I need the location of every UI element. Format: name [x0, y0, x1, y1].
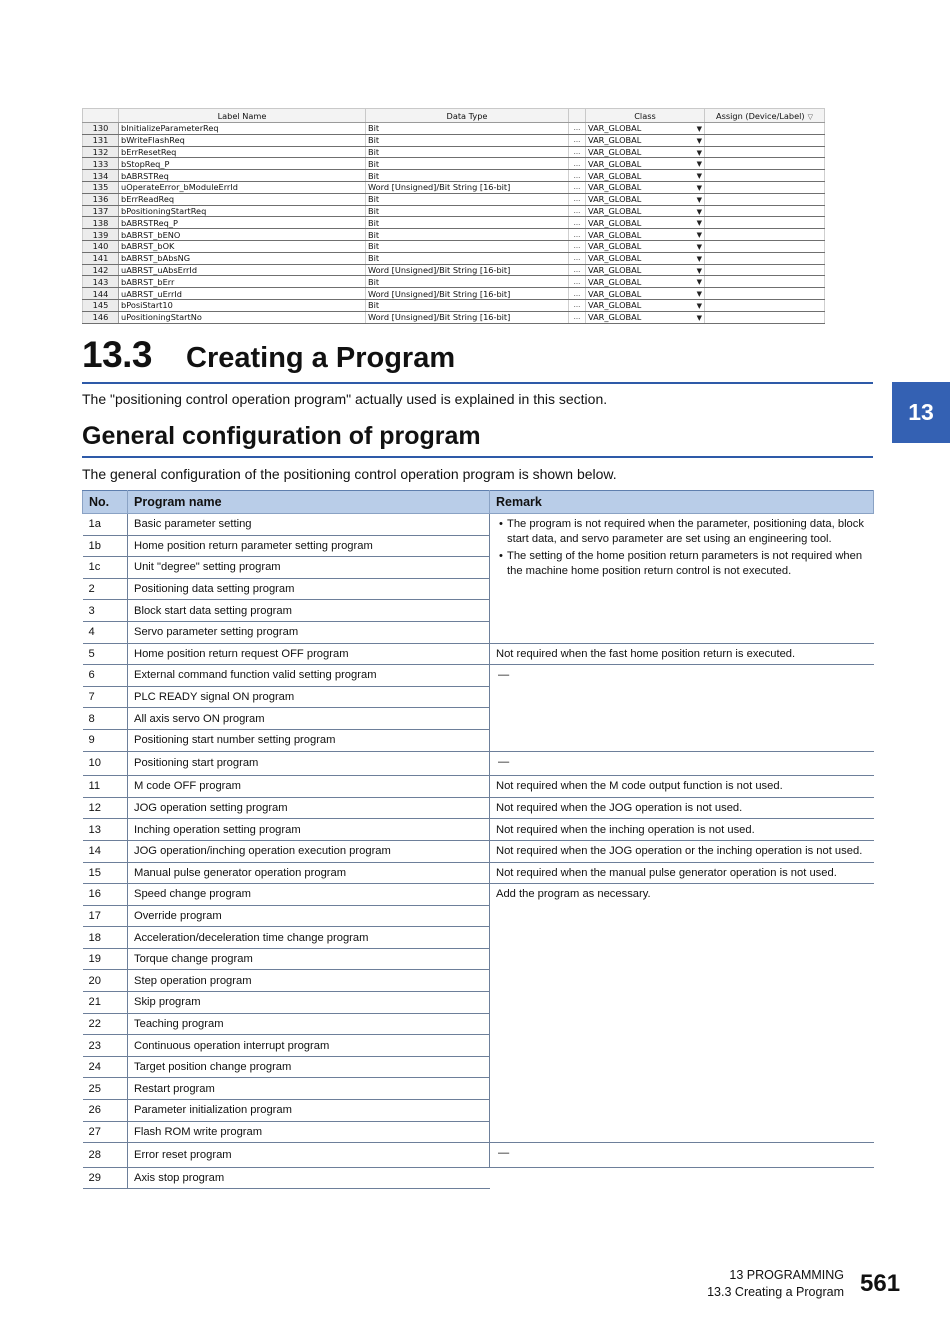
- label-row[interactable]: [83, 158, 825, 170]
- label-row[interactable]: [83, 252, 825, 264]
- program-no: 20: [83, 970, 128, 992]
- class-dropdown-icon[interactable]: ▼: [696, 160, 702, 169]
- section-intro: The "positioning control operation program" actually used is explained in this section.: [82, 391, 608, 407]
- program-remark: [490, 751, 874, 776]
- label-name-cell[interactable]: bABRST_bENO: [119, 229, 366, 241]
- row-number: 141: [83, 252, 119, 264]
- program-name: Axis stop program: [128, 1167, 490, 1189]
- data-type-cell[interactable]: Bit: [366, 276, 569, 288]
- program-name: Error reset program: [128, 1143, 490, 1168]
- label-row[interactable]: [83, 123, 825, 135]
- label-name-cell[interactable]: bABRST_bErr: [119, 276, 366, 288]
- label-row[interactable]: [83, 229, 825, 241]
- data-type-cell[interactable]: Word [Unsigned]/Bit String [16-bit]: [366, 181, 569, 193]
- program-no: 18: [83, 927, 128, 949]
- label-name-cell[interactable]: bStopReq_P: [119, 158, 366, 170]
- label-name-header[interactable]: Label Name: [119, 109, 366, 123]
- class-value: VAR_GLOBAL: [588, 276, 642, 287]
- label-name-cell[interactable]: uABRST_uAbsErrId: [119, 264, 366, 276]
- assign-cell[interactable]: [705, 240, 825, 252]
- class-value: VAR_GLOBAL: [588, 217, 642, 228]
- label-grid-body: [83, 123, 825, 324]
- program-row: [83, 884, 874, 906]
- data-type-cell[interactable]: Bit: [366, 217, 569, 229]
- class-dropdown-icon[interactable]: ▼: [696, 254, 702, 263]
- label-row[interactable]: [83, 276, 825, 288]
- program-no: 13: [83, 819, 128, 841]
- class-dropdown-icon[interactable]: ▼: [696, 231, 702, 240]
- program-name: Skip program: [128, 992, 490, 1014]
- class-cell[interactable]: [586, 288, 705, 300]
- class-value: VAR_GLOBAL: [588, 288, 642, 299]
- program-row: [83, 862, 874, 884]
- row-number: 131: [83, 134, 119, 146]
- label-name-cell[interactable]: bErrResetReq: [119, 146, 366, 158]
- program-no: 4: [83, 621, 128, 643]
- program-no: 17: [83, 905, 128, 927]
- class-value: VAR_GLOBAL: [588, 312, 642, 323]
- program-name: M code OFF program: [128, 776, 490, 798]
- program-name: Target position change program: [128, 1056, 490, 1078]
- label-name-cell[interactable]: bABRST_bOK: [119, 240, 366, 252]
- label-row[interactable]: [83, 311, 825, 323]
- assign-cell[interactable]: [705, 158, 825, 170]
- data-type-cell[interactable]: Bit: [366, 170, 569, 182]
- class-dropdown-icon[interactable]: ▼: [696, 242, 702, 251]
- program-row: [83, 819, 874, 841]
- class-cell[interactable]: [586, 123, 705, 135]
- data-type-browse-button[interactable]: ...: [569, 123, 586, 135]
- footer-chapter: 13 PROGRAMMING: [729, 1268, 844, 1282]
- data-type-cell[interactable]: Bit: [366, 158, 569, 170]
- program-remark: Add the program as necessary.: [490, 884, 874, 1143]
- program-no: 8: [83, 708, 128, 730]
- program-no: 12: [83, 797, 128, 819]
- row-number: 146: [83, 311, 119, 323]
- class-dropdown-icon[interactable]: ▼: [696, 278, 702, 287]
- row-number: 132: [83, 146, 119, 158]
- assign-cell[interactable]: [705, 288, 825, 300]
- program-table-body: [83, 514, 874, 1189]
- data-type-cell[interactable]: Bit: [366, 134, 569, 146]
- remark-list: [496, 517, 868, 580]
- program-no: 14: [83, 840, 128, 862]
- program-no: 7: [83, 686, 128, 708]
- program-name: Teaching program: [128, 1013, 490, 1035]
- label-row[interactable]: [83, 205, 825, 217]
- program-no: 19: [83, 948, 128, 970]
- program-name: All axis servo ON program: [128, 708, 490, 730]
- program-name: Positioning data setting program: [128, 578, 490, 600]
- row-number: 133: [83, 158, 119, 170]
- program-name: Continuous operation interrupt program: [128, 1035, 490, 1057]
- assign-cell[interactable]: [705, 123, 825, 135]
- label-row[interactable]: [83, 217, 825, 229]
- label-row[interactable]: [83, 240, 825, 252]
- program-name: Step operation program: [128, 970, 490, 992]
- class-value: VAR_GLOBAL: [588, 194, 642, 205]
- program-row: [83, 665, 874, 687]
- data-type-browse-button[interactable]: ...: [569, 252, 586, 264]
- class-dropdown-icon[interactable]: ▼: [696, 313, 702, 322]
- program-name: PLC READY signal ON program: [128, 686, 490, 708]
- class-dropdown-icon[interactable]: ▼: [696, 136, 702, 145]
- data-type-browse-button[interactable]: ...: [569, 217, 586, 229]
- assign-cell[interactable]: [705, 134, 825, 146]
- data-type-cell[interactable]: Word [Unsigned]/Bit String [16-bit]: [366, 288, 569, 300]
- program-name: Inching operation setting program: [128, 819, 490, 841]
- program-no: 2: [83, 578, 128, 600]
- program-name: Basic parameter setting: [128, 514, 490, 536]
- section-number: 13.3: [82, 334, 153, 375]
- remark-bullet: • The program is not required when the parameter, positioning data, block start data, and servo parameter are set using an engineering tool.: [496, 517, 868, 548]
- label-name-cell[interactable]: bInitializeParameterReq: [119, 123, 366, 135]
- program-name: Restart program: [128, 1078, 490, 1100]
- program-name-header: Program name: [128, 491, 490, 514]
- program-no: 9: [83, 729, 128, 751]
- class-dropdown-icon[interactable]: ▼: [696, 219, 702, 228]
- data-type-browse-button[interactable]: ...: [569, 288, 586, 300]
- class-value: VAR_GLOBAL: [588, 253, 642, 264]
- class-cell[interactable]: [586, 134, 705, 146]
- program-remark: Not required when the fast home position return is executed.: [490, 643, 874, 665]
- program-remark: [490, 665, 874, 751]
- program-name: Manual pulse generator operation program: [128, 862, 490, 884]
- page-number: 561: [860, 1270, 901, 1297]
- program-row: [83, 643, 874, 665]
- assign-cell[interactable]: [705, 229, 825, 241]
- data-type-browse-button[interactable]: ...: [569, 158, 586, 170]
- row-number: 143: [83, 276, 119, 288]
- label-row[interactable]: [83, 181, 825, 193]
- label-name-cell[interactable]: bPosiStart10: [119, 299, 366, 311]
- data-type-browse-button[interactable]: ...: [569, 229, 586, 241]
- program-no: 11: [83, 776, 128, 798]
- assign-cell[interactable]: [705, 146, 825, 158]
- program-name: Home position return request OFF program: [128, 643, 490, 665]
- label-name-cell[interactable]: bWriteFlashReq: [119, 134, 366, 146]
- label-name-cell[interactable]: uOperateError_bModuleErrId: [119, 181, 366, 193]
- row-number: 139: [83, 229, 119, 241]
- row-number: 145: [83, 299, 119, 311]
- label-name-cell[interactable]: bPositioningStartReq: [119, 205, 366, 217]
- program-remark: Not required when the inching operation is not used.: [490, 819, 874, 841]
- program-table-header: [83, 491, 874, 514]
- program-table: [82, 490, 874, 1189]
- class-dropdown-icon[interactable]: ▼: [696, 301, 702, 310]
- label-name-cell[interactable]: bABRST_bAbsNG: [119, 252, 366, 264]
- button-column-header: [569, 109, 586, 123]
- program-name: Servo parameter setting program: [128, 621, 490, 643]
- label-name-cell[interactable]: uABRST_uErrId: [119, 288, 366, 300]
- program-name: Positioning start number setting program: [128, 729, 490, 751]
- label-grid-header: [83, 109, 825, 123]
- section-title: Creating a Program: [186, 342, 456, 374]
- class-cell[interactable]: [586, 205, 705, 217]
- class-value: VAR_GLOBAL: [588, 146, 642, 157]
- data-type-browse-button[interactable]: ...: [569, 134, 586, 146]
- class-dropdown-icon[interactable]: ▼: [696, 207, 702, 216]
- row-number: 137: [83, 205, 119, 217]
- data-type-cell[interactable]: Bit: [366, 240, 569, 252]
- class-value: VAR_GLOBAL: [588, 300, 642, 311]
- label-name-cell[interactable]: bErrReadReq: [119, 193, 366, 205]
- label-row[interactable]: [83, 170, 825, 182]
- program-remark: Not required when the JOG operation or the inching operation is not used.: [490, 840, 874, 862]
- program-no: 16: [83, 884, 128, 906]
- class-value: VAR_GLOBAL: [588, 135, 642, 146]
- program-no: 24: [83, 1056, 128, 1078]
- assign-cell[interactable]: [705, 311, 825, 323]
- data-type-browse-button[interactable]: ...: [569, 170, 586, 182]
- program-no: 23: [83, 1035, 128, 1057]
- class-dropdown-icon[interactable]: ▼: [696, 172, 702, 181]
- data-type-cell[interactable]: Bit: [366, 205, 569, 217]
- assign-header[interactable]: [705, 109, 825, 123]
- program-remark: [490, 514, 874, 644]
- row-number: 144: [83, 288, 119, 300]
- label-row[interactable]: [83, 299, 825, 311]
- data-type-browse-button[interactable]: ...: [569, 181, 586, 193]
- class-dropdown-icon[interactable]: ▼: [696, 148, 702, 157]
- program-name: Parameter initialization program: [128, 1100, 490, 1122]
- no-header: No.: [83, 491, 128, 514]
- program-no: 28: [83, 1143, 128, 1168]
- assign-cell[interactable]: [705, 264, 825, 276]
- class-dropdown-icon[interactable]: ▼: [696, 195, 702, 204]
- class-cell[interactable]: [586, 193, 705, 205]
- row-number: 134: [83, 170, 119, 182]
- row-number-header: [83, 109, 119, 123]
- subsection-intro: The general configuration of the positioning control operation program is shown below.: [82, 466, 617, 482]
- row-number: 135: [83, 181, 119, 193]
- program-remark: Not required when the M code output function is not used.: [490, 776, 874, 798]
- label-name-cell[interactable]: bABRSTReq: [119, 170, 366, 182]
- program-no: 5: [83, 643, 128, 665]
- row-number: 136: [83, 193, 119, 205]
- class-value: VAR_GLOBAL: [588, 182, 642, 193]
- remark-bullet: • The setting of the home position return parameters is not required when the machine home position return control is not executed.: [496, 549, 868, 580]
- program-name: JOG operation/inching operation execution program: [128, 840, 490, 862]
- class-dropdown-icon[interactable]: ▼: [696, 183, 702, 192]
- assign-cell[interactable]: [705, 181, 825, 193]
- class-cell[interactable]: [586, 311, 705, 323]
- chapter-tab[interactable]: 13: [892, 382, 950, 443]
- program-name: Override program: [128, 905, 490, 927]
- program-no: 15: [83, 862, 128, 884]
- program-remark: Not required when the JOG operation is not used.: [490, 797, 874, 819]
- label-row[interactable]: [83, 134, 825, 146]
- program-row: [83, 840, 874, 862]
- data-type-browse-button[interactable]: ...: [569, 299, 586, 311]
- data-type-browse-button[interactable]: ...: [569, 205, 586, 217]
- label-name-cell[interactable]: uPositioningStartNo: [119, 311, 366, 323]
- program-name: JOG operation setting program: [128, 797, 490, 819]
- program-row: [83, 1143, 874, 1168]
- label-row[interactable]: [83, 193, 825, 205]
- running-footer: [707, 1267, 844, 1301]
- class-cell[interactable]: [586, 252, 705, 264]
- assign-cell[interactable]: [705, 276, 825, 288]
- remark-dash: —: [498, 1147, 510, 1160]
- label-name-cell[interactable]: bABRSTReq_P: [119, 217, 366, 229]
- program-no: 27: [83, 1121, 128, 1143]
- class-cell[interactable]: [586, 146, 705, 158]
- assign-cell[interactable]: [705, 205, 825, 217]
- program-name: Speed change program: [128, 884, 490, 906]
- class-value: VAR_GLOBAL: [588, 158, 642, 169]
- data-type-browse-button[interactable]: ...: [569, 276, 586, 288]
- data-type-cell[interactable]: Bit: [366, 123, 569, 135]
- class-cell[interactable]: [586, 264, 705, 276]
- filter-icon[interactable]: ▽: [807, 112, 814, 121]
- class-dropdown-icon[interactable]: ▼: [696, 290, 702, 299]
- data-type-browse-button[interactable]: ...: [569, 193, 586, 205]
- assign-cell[interactable]: [705, 252, 825, 264]
- program-name: External command function valid setting program: [128, 665, 490, 687]
- program-no: 25: [83, 1078, 128, 1100]
- program-name: Positioning start program: [128, 751, 490, 776]
- class-value: VAR_GLOBAL: [588, 205, 642, 216]
- footer-section: 13.3 Creating a Program: [707, 1284, 844, 1299]
- program-name: Torque change program: [128, 948, 490, 970]
- program-no: 1b: [83, 535, 128, 557]
- program-no: 1a: [83, 514, 128, 536]
- class-value: VAR_GLOBAL: [588, 123, 642, 134]
- data-type-cell[interactable]: Word [Unsigned]/Bit String [16-bit]: [366, 264, 569, 276]
- assign-cell[interactable]: [705, 217, 825, 229]
- data-type-header[interactable]: Data Type: [366, 109, 569, 123]
- class-cell[interactable]: [586, 170, 705, 182]
- data-type-browse-button[interactable]: ...: [569, 146, 586, 158]
- remark-dash: —: [498, 755, 510, 768]
- class-cell[interactable]: [586, 276, 705, 288]
- row-number: 130: [83, 123, 119, 135]
- program-no: 10: [83, 751, 128, 776]
- program-no: 22: [83, 1013, 128, 1035]
- class-cell[interactable]: [586, 217, 705, 229]
- data-type-cell[interactable]: Word [Unsigned]/Bit String [16-bit]: [366, 311, 569, 323]
- program-name: Flash ROM write program: [128, 1121, 490, 1143]
- class-cell[interactable]: [586, 240, 705, 252]
- program-no: 29: [83, 1167, 128, 1189]
- label-row[interactable]: [83, 264, 825, 276]
- label-row[interactable]: [83, 146, 825, 158]
- program-name: Acceleration/deceleration time change program: [128, 927, 490, 949]
- assign-cell[interactable]: [705, 299, 825, 311]
- class-cell[interactable]: [586, 229, 705, 241]
- class-dropdown-icon[interactable]: ▼: [696, 266, 702, 275]
- program-row: [83, 514, 874, 536]
- class-cell[interactable]: [586, 299, 705, 311]
- class-value: VAR_GLOBAL: [588, 264, 642, 275]
- class-cell[interactable]: [586, 158, 705, 170]
- program-row: [83, 797, 874, 819]
- program-row: [83, 1167, 874, 1189]
- data-type-cell[interactable]: Bit: [366, 252, 569, 264]
- data-type-cell[interactable]: Bit: [366, 299, 569, 311]
- data-type-cell[interactable]: Bit: [366, 229, 569, 241]
- assign-cell[interactable]: [705, 170, 825, 182]
- program-no: 3: [83, 600, 128, 622]
- class-dropdown-icon[interactable]: ▼: [696, 125, 702, 133]
- assign-header-label: Assign (Device/Label): [715, 110, 805, 121]
- class-header[interactable]: Class: [586, 109, 705, 123]
- program-name: Block start data setting program: [128, 600, 490, 622]
- label-row[interactable]: [83, 288, 825, 300]
- data-type-browse-button[interactable]: ...: [569, 264, 586, 276]
- row-number: 138: [83, 217, 119, 229]
- row-number: 142: [83, 264, 119, 276]
- class-value: VAR_GLOBAL: [588, 229, 642, 240]
- data-type-browse-button[interactable]: ...: [569, 311, 586, 323]
- class-cell[interactable]: [586, 181, 705, 193]
- remark-dash: —: [498, 669, 510, 682]
- row-number: 140: [83, 240, 119, 252]
- remark-header: Remark: [490, 491, 874, 514]
- program-no: 26: [83, 1100, 128, 1122]
- program-no: 21: [83, 992, 128, 1014]
- program-name: Unit "degree" setting program: [128, 557, 490, 579]
- assign-cell[interactable]: [705, 193, 825, 205]
- program-row: [83, 776, 874, 798]
- program-row: [83, 751, 874, 776]
- program-remark: [490, 1143, 874, 1168]
- class-value: VAR_GLOBAL: [588, 241, 642, 252]
- data-type-cell[interactable]: Bit: [366, 146, 569, 158]
- program-name: Home position return parameter setting program: [128, 535, 490, 557]
- subsection-title: General configuration of program: [82, 422, 873, 458]
- label-grid: [82, 108, 825, 324]
- program-no: 1c: [83, 557, 128, 579]
- program-no: 6: [83, 665, 128, 687]
- data-type-browse-button[interactable]: ...: [569, 240, 586, 252]
- program-remark: Not required when the manual pulse generator operation is not used.: [490, 862, 874, 884]
- class-value: VAR_GLOBAL: [588, 170, 642, 181]
- data-type-cell[interactable]: Bit: [366, 193, 569, 205]
- section-heading: [82, 334, 873, 384]
